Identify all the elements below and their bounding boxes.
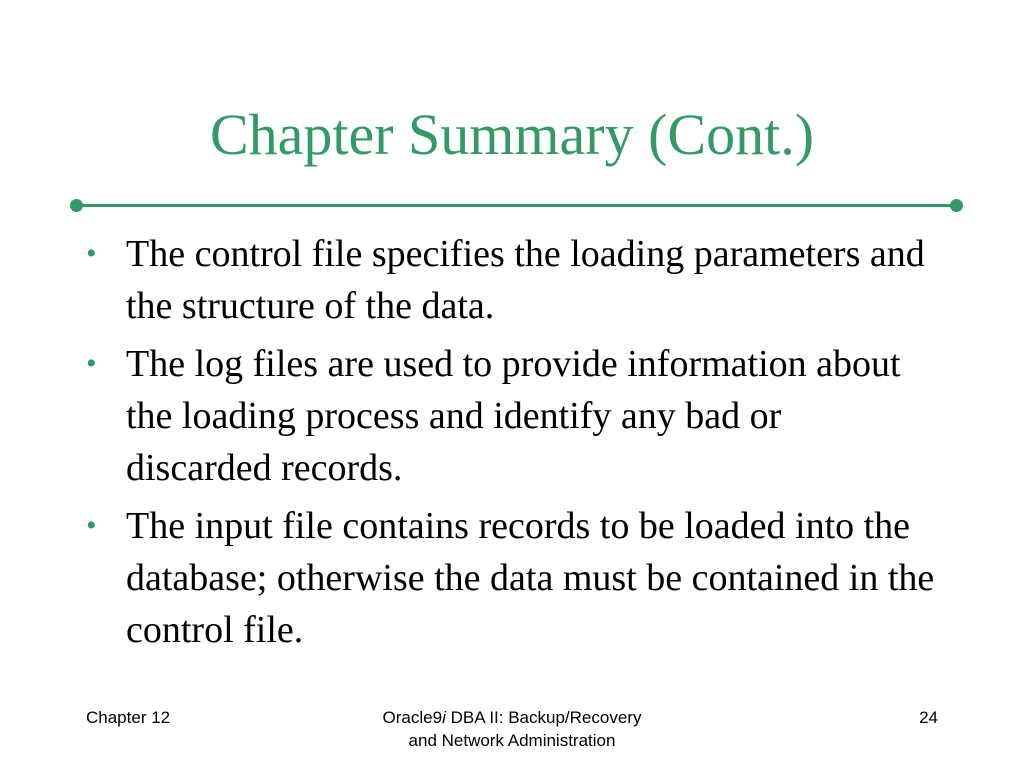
footer-title-line2: and Network Administration [408, 731, 616, 750]
bullet-icon: • [86, 347, 97, 380]
bullet-item [86, 338, 936, 494]
bullet-icon: • [86, 237, 97, 270]
bullet-item [86, 500, 936, 656]
slide-title: Chapter Summary (Cont.) [209, 102, 815, 167]
bullet-list [86, 228, 936, 662]
bullet-text: The log files are used to provide information about the loading process and identify any bad or discarded records. [126, 343, 901, 489]
footer-title-prefix: Oracle9 [382, 708, 443, 727]
bullet-icon: • [86, 509, 97, 542]
footer-page-number: 24 [919, 708, 938, 727]
divider-right-dot [950, 199, 963, 212]
bullet-text: The control file specifies the loading parameters and the structure of the data. [126, 233, 925, 327]
footer-title-italic: i [442, 708, 446, 727]
footer-title-rest: DBA II: Backup/Recovery [445, 708, 642, 727]
title-divider [76, 204, 957, 207]
bullet-item [86, 228, 936, 332]
footer-course-title [310, 706, 714, 752]
footer-chapter: Chapter 12 [86, 708, 171, 727]
bullet-text: The input file contains records to be loaded into the database; otherwise the data must be contained in the control file. [126, 505, 935, 651]
